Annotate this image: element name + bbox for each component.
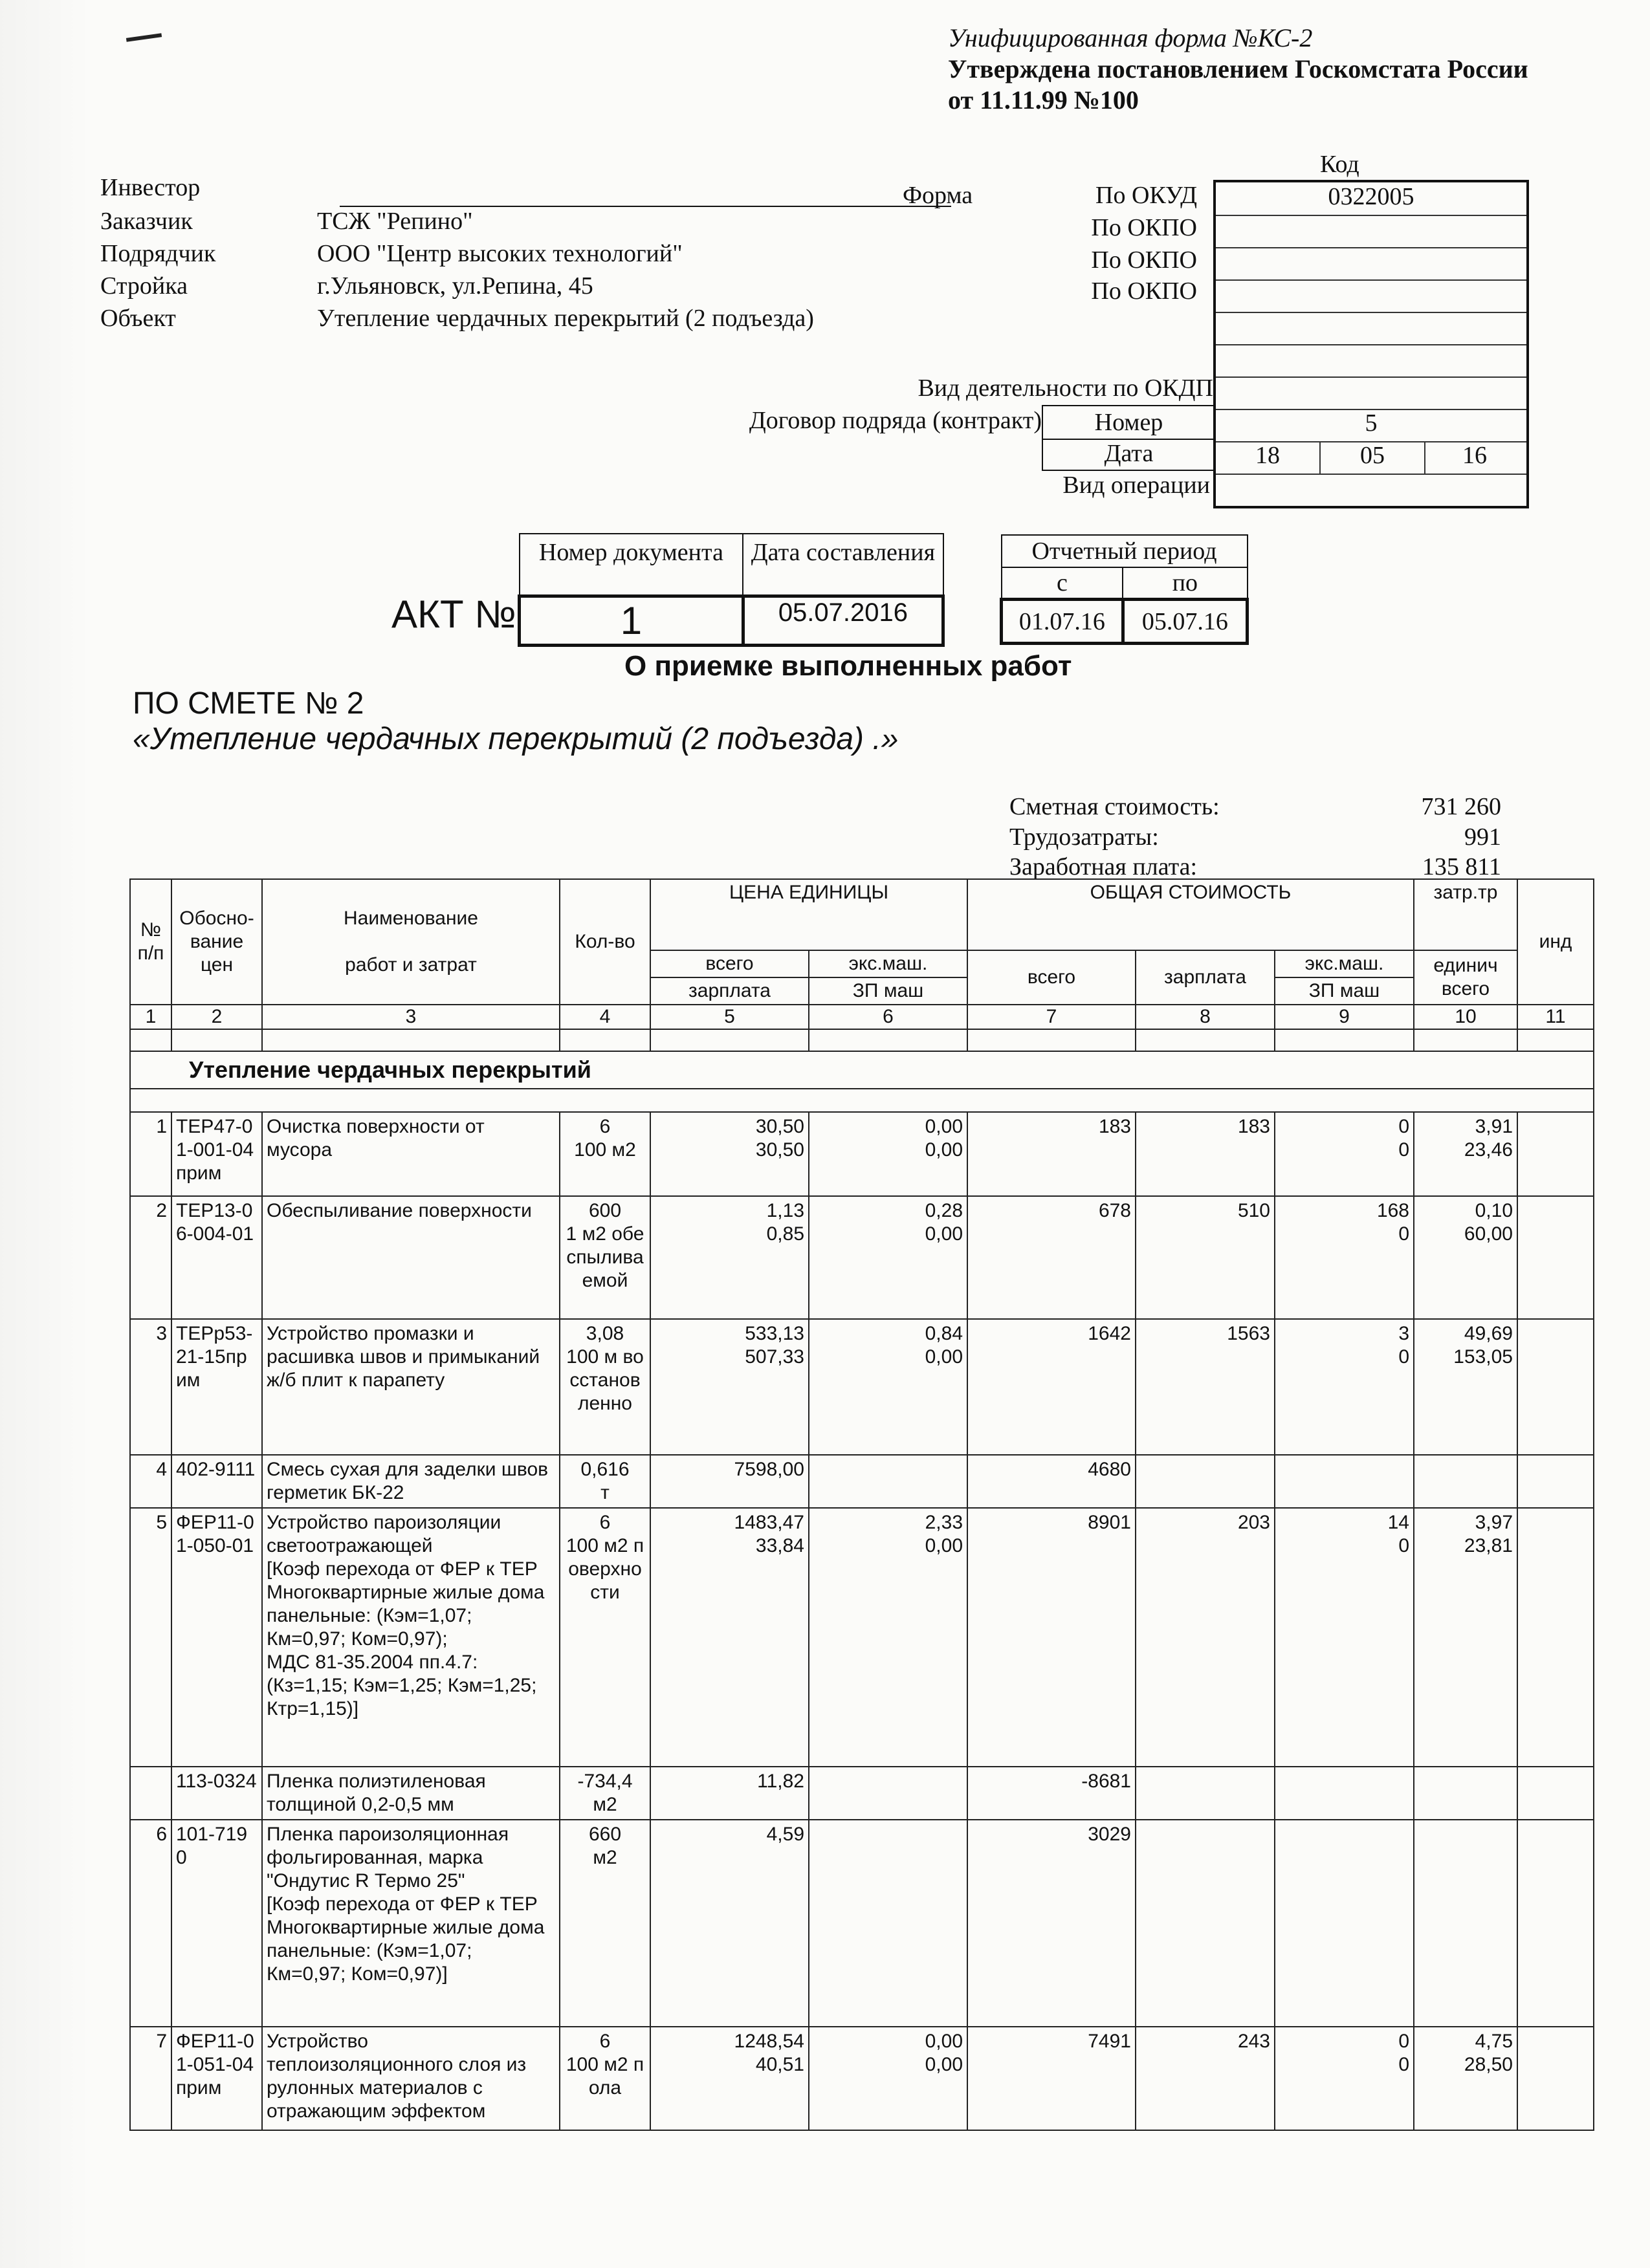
hdr-labor-top: затр.тр <box>1414 879 1517 950</box>
labor-label: Трудозатраты: <box>1009 823 1159 851</box>
row-total-salary <box>1136 1767 1275 1820</box>
row-qty-cell <box>560 1319 650 1455</box>
row-labor-unit: 0,10 <box>1475 1200 1513 1221</box>
row-name-cell <box>262 1319 560 1455</box>
row-mach-cell <box>809 1196 967 1319</box>
code-title: Код <box>1320 151 1359 178</box>
row-total-mach-cell <box>1275 1508 1414 1767</box>
period-from-value: 01.07.16 <box>1002 600 1123 644</box>
row-qty-cell <box>560 1767 650 1820</box>
row-unit: 100 м2 <box>574 1139 636 1161</box>
colnum-10: 10 <box>1414 1005 1517 1029</box>
row-ind <box>1517 1508 1594 1767</box>
forma-label: Форма <box>903 182 973 209</box>
row-unit: 100 м восстановленно <box>566 1346 644 1414</box>
row-labor-unit: 49,69 <box>1464 1323 1513 1344</box>
row-total: 678 <box>967 1196 1136 1319</box>
row-price-total: 1,13 <box>766 1200 804 1221</box>
code-cell-blank-2 <box>1216 344 1526 378</box>
row-total-zpm: 0 <box>1398 1346 1409 1368</box>
row-name: Устройство теплоизоляционного слоя из рулонных материалов с отражающим эффектом <box>267 2031 527 2122</box>
okud-code-cell: 0322005 <box>1216 182 1526 216</box>
row-total-mach-cell <box>1275 1455 1414 1508</box>
row-ind <box>1517 1455 1594 1508</box>
row-total-mach-cell <box>1275 1319 1414 1455</box>
row-price-total: 11,82 <box>757 1771 804 1792</box>
hdr-price-mach: экс.маш. <box>809 950 967 977</box>
smeta-title: ПО СМЕТЕ № 2 <box>133 686 364 721</box>
period-to-label: по <box>1123 567 1247 600</box>
row-price-total: 1483,47 <box>734 1512 804 1533</box>
row-qty: 6 <box>599 2031 611 2052</box>
row-price-mach: 0,84 <box>925 1323 963 1344</box>
doc-number-value: 1 <box>520 596 743 645</box>
row-mach-cell <box>809 1508 967 1767</box>
codes-box <box>1213 180 1529 508</box>
nomer-label: Номер <box>1042 405 1215 440</box>
row-mach-cell <box>809 2027 967 2130</box>
contract-date-cell <box>1216 441 1526 475</box>
row-labor-cell <box>1414 1455 1517 1508</box>
pen-mark <box>126 33 162 42</box>
hdr-labor-unit-total <box>1414 950 1517 1005</box>
row-price-cell <box>650 1508 809 1767</box>
salary-label: Заработная плата: <box>1009 853 1198 880</box>
row-price-cell <box>650 1196 809 1319</box>
date-month: 05 <box>1319 441 1425 474</box>
row-qty: 6 <box>599 1512 611 1533</box>
row-labor-cell <box>1414 1112 1517 1196</box>
row-price-total: 4,59 <box>766 1824 804 1845</box>
form-line-1: Унифицированная форма №КС-2 <box>948 23 1313 52</box>
labor-value: 991 <box>1464 823 1501 851</box>
table-row <box>130 2027 1594 2130</box>
row-qty: 600 <box>588 1200 622 1221</box>
row-qty-cell <box>560 1820 650 2027</box>
row-total-salary: 183 <box>1136 1112 1275 1196</box>
okpo-code-cell-3 <box>1216 279 1526 313</box>
row-mach-cell <box>809 1820 967 2027</box>
contractor-value: ООО "Центр высоких технологий" <box>317 240 683 267</box>
date-label: Дата <box>1042 437 1215 471</box>
row-total-zpm: 0 <box>1398 1535 1409 1556</box>
row-labor-cell <box>1414 1508 1517 1767</box>
row-total-mach-cell <box>1275 1196 1414 1319</box>
row-ind <box>1517 1820 1594 2027</box>
row-no: 3 <box>130 1319 171 1455</box>
table-row <box>130 1455 1594 1508</box>
salary-value: 135 811 <box>1422 853 1501 880</box>
contractor-label: Подрядчик <box>100 240 216 267</box>
row-total-salary: 243 <box>1136 2027 1275 2130</box>
contract-label: Договор подряда (контракт) <box>749 407 1042 434</box>
customer-label: Заказчик <box>100 208 193 235</box>
row-total-mach-cell <box>1275 2027 1414 2130</box>
row-name: Устройство промазки и расшивка швов и примыканий ж/б плит к парапету <box>267 1323 540 1391</box>
doc-number-label: Номер документа <box>520 534 743 596</box>
row-no: 4 <box>130 1455 171 1508</box>
row-total-salary: 203 <box>1136 1508 1275 1767</box>
row-total-mach: 168 <box>1376 1200 1409 1221</box>
row-ind <box>1517 2027 1594 2130</box>
row-unit: 100 м2 поверхности <box>566 1535 644 1603</box>
row-price-zpm: 0,00 <box>925 2054 963 2075</box>
period-table <box>1000 534 1249 645</box>
okpo-code-cell-1 <box>1216 215 1526 248</box>
colnum-4: 4 <box>560 1005 650 1029</box>
investor-label: Инвестор <box>100 174 201 201</box>
date-day: 18 <box>1255 442 1280 469</box>
okdp-code-cell <box>1216 376 1526 410</box>
doc-date-value: 05.07.2016 <box>743 596 943 645</box>
row-no: 2 <box>130 1196 171 1319</box>
table-row <box>130 1820 1594 2027</box>
colnum-9: 9 <box>1275 1005 1414 1029</box>
hdr-cost-salary: зарплата <box>1136 950 1275 1005</box>
okdp-label: Вид деятельности по ОКДП <box>918 375 1213 402</box>
table-row <box>130 1767 1594 1820</box>
table-row <box>130 1112 1594 1196</box>
row-qty-cell <box>560 1455 650 1508</box>
row-price-salary: 30,50 <box>755 1139 804 1161</box>
row-price-cell <box>650 1455 809 1508</box>
construction-value: г.Ульяновск, ул.Репина, 45 <box>317 272 593 300</box>
colnum-2: 2 <box>171 1005 262 1029</box>
row-name: Пленка полиэтиленовая толщиной 0,2-0,5 мм <box>267 1771 486 1815</box>
colnum-3: 3 <box>262 1005 560 1029</box>
row-name-cell <box>262 1767 560 1820</box>
row-labor-unit: 3,91 <box>1475 1116 1513 1137</box>
row-price-cell <box>650 1820 809 2027</box>
row-labor-unit: 4,75 <box>1475 2031 1513 2052</box>
colnum-7: 7 <box>967 1005 1136 1029</box>
colnum-5: 5 <box>650 1005 809 1029</box>
row-name: Пленка пароизоляционная фольгированная, марка "Ондутис R Термо 25" <box>267 1824 509 1892</box>
row-labor-total: 60,00 <box>1464 1223 1513 1245</box>
row-price-mach: 0,00 <box>925 1116 963 1137</box>
okpo-code-cell-2 <box>1216 247 1526 281</box>
row-basis: ТЕР13-06-004-01 <box>171 1196 262 1319</box>
row-total: 1642 <box>967 1319 1136 1455</box>
row-basis: 402-9111 <box>171 1455 262 1508</box>
contract-number-cell: 5 <box>1216 409 1526 442</box>
hdr-price-total: всего <box>650 950 809 977</box>
row-labor-cell <box>1414 1319 1517 1455</box>
row-labor-total: 23,81 <box>1464 1535 1513 1556</box>
row-total-salary <box>1136 1820 1275 2027</box>
table-body <box>130 1112 1594 2130</box>
okud-label: По ОКУД <box>1095 182 1197 209</box>
row-price-salary: 0,85 <box>766 1223 804 1245</box>
hdr-price-zpm: ЗП маш <box>809 977 967 1005</box>
row-name-cell <box>262 1820 560 2027</box>
section-spacer <box>130 1089 1594 1112</box>
hdr-cost-mach: экс.маш. <box>1275 950 1414 977</box>
hdr-labor-total: всего <box>1441 978 1490 999</box>
operation-label: Вид операции <box>1062 472 1210 499</box>
hdr-unit-price: ЦЕНА ЕДИНИЦЫ <box>650 879 967 950</box>
period-from-label: с <box>1002 567 1123 600</box>
hdr-qty: Кол-во <box>560 879 650 1005</box>
row-name: Обеспыливание поверхности <box>267 1200 532 1221</box>
row-total-mach-cell <box>1275 1767 1414 1820</box>
doc-date-label: Дата составления <box>743 534 943 596</box>
form-reference <box>948 23 1528 116</box>
works-table <box>129 878 1594 2131</box>
row-basis: ТЕР47-01-001-04прим <box>171 1112 262 1196</box>
row-total: 3029 <box>967 1820 1136 2027</box>
row-labor-unit: 3,97 <box>1475 1512 1513 1533</box>
row-total: 4680 <box>967 1455 1136 1508</box>
row-name-cell <box>262 1508 560 1767</box>
row-no: 5 <box>130 1508 171 1767</box>
row-total: -8681 <box>967 1767 1136 1820</box>
row-name: Очистка поверхности от мусора <box>267 1116 485 1161</box>
period-label: Отчетный период <box>1002 535 1248 567</box>
row-qty-cell <box>560 1196 650 1319</box>
cost-label: Сметная стоимость: <box>1009 793 1220 820</box>
row-qty: 660 <box>588 1824 622 1845</box>
row-unit: м2 <box>593 1847 617 1868</box>
row-price-cell <box>650 1319 809 1455</box>
row-price-cell <box>650 2027 809 2130</box>
row-price-total: 30,50 <box>755 1116 804 1137</box>
row-labor-total: 23,46 <box>1464 1139 1513 1161</box>
row-basis: ТЕРр53-21-15прим <box>171 1319 262 1455</box>
row-price-total: 1248,54 <box>734 2031 804 2052</box>
row-price-salary: 40,51 <box>755 2054 804 2075</box>
row-total-mach: 0 <box>1398 2031 1409 2052</box>
row-mach-cell <box>809 1112 967 1196</box>
act-title: АКТ № <box>391 593 516 636</box>
row-total: 7491 <box>967 2027 1136 2130</box>
row-ind <box>1517 1112 1594 1196</box>
colnum-8: 8 <box>1136 1005 1275 1029</box>
row-total: 183 <box>967 1112 1136 1196</box>
table-row <box>130 1508 1594 1767</box>
row-qty-cell <box>560 1508 650 1767</box>
row-note: [Коэф перехода от ФЕР к ТЕР Многоквартирные жилые дома панельные: (Кэм=1,07; Км=0,97; Ком=0,97)] <box>267 1893 545 1985</box>
hdr-total-cost: ОБЩАЯ СТОИМОСТЬ <box>967 879 1414 950</box>
row-price-cell <box>650 1112 809 1196</box>
row-price-zpm: 0,00 <box>925 1223 963 1245</box>
form-line-2: Утверждена постановлением Госкомстата России <box>948 54 1528 83</box>
cost-value: 731 260 <box>1421 793 1501 820</box>
row-total-salary: 510 <box>1136 1196 1275 1319</box>
row-total: 8901 <box>967 1508 1136 1767</box>
row-note: МДС 81-35.2004 пп.4.7: (Кз=1,15; Кэм=1,25; Кэм=1,25; Ктр=1,15)] <box>267 1652 537 1719</box>
row-total-zpm: 0 <box>1398 1223 1409 1245</box>
row-price-zpm: 0,00 <box>925 1346 963 1368</box>
row-basis: ФЕР11-01-051-04прим <box>171 2027 262 2130</box>
code-cell-blank-1 <box>1216 312 1526 345</box>
row-qty-cell <box>560 1112 650 1196</box>
row-unit: 1 м2 обеспыливаемой <box>566 1223 644 1291</box>
object-label: Объект <box>100 305 176 332</box>
row-total-mach: 0 <box>1398 1116 1409 1137</box>
act-subtitle: О приемке выполненных работ <box>624 650 1072 682</box>
row-no: 7 <box>130 2027 171 2130</box>
row-total-zpm: 0 <box>1398 2054 1409 2075</box>
row-labor-cell <box>1414 1767 1517 1820</box>
row-basis: ФЕР11-01-050-01 <box>171 1508 262 1767</box>
okpo-label-2: По ОКПО <box>1091 246 1197 274</box>
row-ind <box>1517 1319 1594 1455</box>
row-total-mach-cell <box>1275 1820 1414 2027</box>
hdr-basis: Обосно- вание цен <box>171 879 262 1005</box>
row-basis: 113-0324 <box>171 1767 262 1820</box>
object-value: Утепление чердачных перекрытий (2 подъезда) <box>317 305 814 332</box>
row-labor-cell <box>1414 1196 1517 1319</box>
scan-edge-shadow <box>0 0 91 2268</box>
row-price-total: 533,13 <box>745 1323 804 1344</box>
smeta-name: «Утепление чердачных перекрытий (2 подъезда) .» <box>133 722 899 756</box>
row-mach-cell <box>809 1767 967 1820</box>
row-name-cell <box>262 1112 560 1196</box>
row-name: Смесь сухая для заделки швов герметик БК-22 <box>267 1459 549 1503</box>
row-labor-cell <box>1414 1820 1517 2027</box>
row-qty: 6 <box>599 1116 611 1137</box>
row-total-mach-cell <box>1275 1112 1414 1196</box>
row-price-mach: 0,00 <box>925 2031 963 2052</box>
row-price-total: 7598,00 <box>734 1459 804 1480</box>
colnum-6: 6 <box>809 1005 967 1029</box>
row-unit: 100 м2 пола <box>566 2054 644 2099</box>
row-name-cell <box>262 1455 560 1508</box>
row-total-salary: 1563 <box>1136 1319 1275 1455</box>
row-no <box>130 1767 171 1820</box>
period-to-value: 05.07.16 <box>1123 600 1247 644</box>
row-name: Устройство пароизоляции светоотражающей <box>267 1512 501 1556</box>
row-total-zpm: 0 <box>1398 1139 1409 1161</box>
row-qty: 0,616 <box>580 1459 630 1480</box>
row-price-mach: 2,33 <box>925 1512 963 1533</box>
construction-label: Стройка <box>100 272 188 300</box>
hdr-ind: инд <box>1517 879 1594 1005</box>
doc-table <box>518 533 945 647</box>
row-name-cell <box>262 2027 560 2130</box>
colnum-11: 11 <box>1517 1005 1594 1029</box>
row-price-salary: 507,33 <box>745 1346 804 1368</box>
row-total-mach: 14 <box>1387 1512 1409 1533</box>
row-unit: т <box>600 1482 610 1503</box>
row-total-mach: 3 <box>1398 1323 1409 1344</box>
section-title: Утепление чердачных перекрытий <box>130 1051 1594 1089</box>
hdr-labor-unit: единич <box>1433 955 1498 976</box>
row-qty: -734,4 <box>577 1771 633 1792</box>
row-mach-cell <box>809 1319 967 1455</box>
row-price-cell <box>650 1767 809 1820</box>
row-price-zpm: 0,00 <box>925 1139 963 1161</box>
row-ind <box>1517 1196 1594 1319</box>
hdr-name <box>262 879 560 1005</box>
row-unit: м2 <box>593 1794 617 1815</box>
hdr-no: № п/п <box>130 879 171 1005</box>
row-labor-total: 153,05 <box>1453 1346 1513 1368</box>
row-total-salary <box>1136 1455 1275 1508</box>
row-no: 6 <box>130 1820 171 2027</box>
blank-row <box>130 1029 1594 1051</box>
date-year: 16 <box>1462 442 1487 469</box>
row-ind <box>1517 1767 1594 1820</box>
hdr-cost-total: всего <box>967 950 1136 1005</box>
row-name-cell <box>262 1196 560 1319</box>
row-basis: 101-7190 <box>171 1820 262 2027</box>
row-price-mach: 0,28 <box>925 1200 963 1221</box>
row-no: 1 <box>130 1112 171 1196</box>
row-price-zpm: 0,00 <box>925 1535 963 1556</box>
form-line-3: от 11.11.99 №100 <box>948 85 1139 114</box>
table-row <box>130 1196 1594 1319</box>
row-qty-cell <box>560 2027 650 2130</box>
row-mach-cell <box>809 1455 967 1508</box>
hdr-name-bottom: работ и затрат <box>345 954 477 976</box>
hdr-cost-zpm: ЗП маш <box>1275 977 1414 1005</box>
okpo-label-1: По ОКПО <box>1091 214 1197 241</box>
hdr-name-top: Наименование <box>344 908 478 929</box>
customer-value: ТСЖ "Репино" <box>317 208 473 235</box>
hdr-price-salary: зарплата <box>650 977 809 1005</box>
row-labor-total: 28,50 <box>1464 2054 1513 2075</box>
okpo-label-3: По ОКПО <box>1091 278 1197 305</box>
row-price-salary: 33,84 <box>755 1535 804 1556</box>
row-qty: 3,08 <box>586 1323 624 1344</box>
table-row <box>130 1319 1594 1455</box>
row-labor-cell <box>1414 2027 1517 2130</box>
row-note: [Коэф перехода от ФЕР к ТЕР Многоквартирные жилые дома панельные: (Кэм=1,07; Км=0,97; Ком=0,97); <box>267 1558 545 1650</box>
colnum-1: 1 <box>130 1005 171 1029</box>
